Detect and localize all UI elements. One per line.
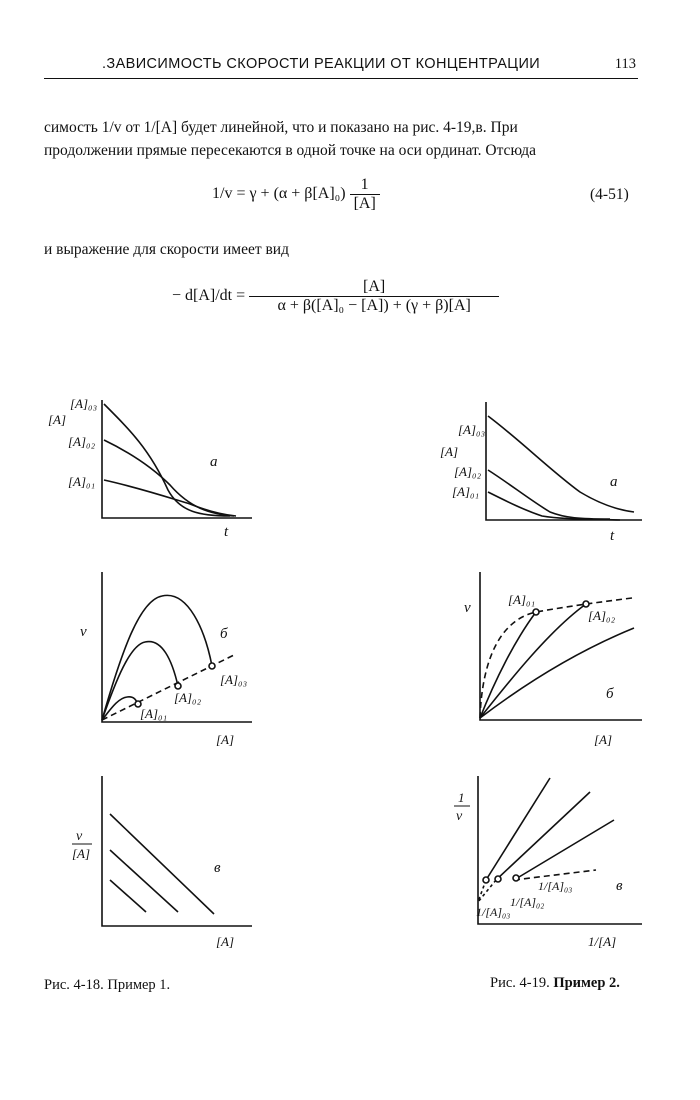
fig19c-panel-letter: в (616, 878, 623, 894)
fig19c-label-03b: 1/[A]₀₃ (476, 905, 511, 919)
fig19a-y-axis-label: [A] (440, 444, 459, 459)
equation-2-denominator: α + β([A]₀ − [A]) + (γ + β)[A] (249, 296, 499, 315)
equation-rate (172, 278, 499, 315)
fig18c-line-2 (110, 850, 178, 912)
fig18a-label-01: [A]₀₁ (68, 474, 96, 489)
fig19a-curve-01 (488, 492, 620, 520)
fig19c-x-axis-label: 1/[A] (588, 934, 617, 949)
equation-2-fraction (249, 278, 499, 315)
equation-2-numerator: [A] (363, 278, 386, 295)
fig18c-y-axis-den: [A] (72, 846, 91, 861)
fig19c-y-axis-den: v (456, 809, 463, 824)
fig19b-curve-3 (480, 628, 634, 718)
paragraph-1-line-1: симость 1/v от 1/[A] будет линейной, что и показано на рис. 4-19,в. При (44, 119, 518, 136)
fig19a-curve-02 (488, 470, 610, 519)
fig19c-point-3 (513, 875, 519, 881)
caption-4-18-text: Пример 1. (107, 977, 171, 993)
equation-2-lhs: − d[A]/dt = (172, 287, 246, 305)
paragraph-1-line-2: продолжении прямые пересекаются в одной точке на оси ординат. Отсюда (44, 142, 536, 159)
fig18b-panel-letter: б (220, 626, 228, 642)
fig19c-line-2 (496, 792, 590, 880)
equation-4-51 (212, 176, 380, 213)
paragraph-1 (44, 116, 640, 162)
caption-fig-4-19 (490, 975, 620, 992)
equation-1-denominator: [A] (350, 194, 380, 213)
fig19b-label-01: [A]₀₁ (508, 592, 536, 607)
fig19b-panel-letter: б (606, 686, 614, 702)
fig19c-point-1 (483, 877, 489, 883)
paragraph-2-line: и выражение для скорости имеет вид (44, 241, 289, 258)
fig18c-line-3 (110, 880, 146, 912)
fig18c-x-axis-label: [A] (216, 934, 235, 949)
fig18a-panel-letter: а (210, 454, 218, 470)
fig18a-label-02: [A]₀₂ (68, 434, 96, 449)
equation-1-lhs: 1/v = γ + (α + β[A]₀) (212, 185, 346, 203)
fig19c-y-axis-num: 1 (458, 790, 465, 805)
fig19c-label-03a: 1/[A]₀₃ (538, 879, 573, 893)
fig19a-label-03: [A]₀₃ (458, 422, 486, 437)
fig19b-x-axis-label: [A] (594, 732, 613, 747)
fig19b-y-axis-label: v (464, 600, 471, 616)
fig19a-label-02: [A]₀₂ (454, 464, 482, 479)
fig18b-label-03: [A]₀₃ (220, 672, 248, 687)
caption-fig-4-18 (44, 977, 170, 994)
header-title: .ЗАВИСИМОСТЬ СКОРОСТИ РЕАКЦИИ ОТ КОНЦЕНТРАЦИИ (102, 56, 541, 72)
fig18b-point-02 (175, 683, 181, 689)
fig19b-point-01 (533, 609, 539, 615)
fig18b-label-02: [A]₀₂ (174, 690, 202, 705)
fig18a-curve-02 (104, 440, 234, 516)
fig19c-label-02: 1/[A]₀₂ (510, 895, 545, 909)
fig19b-curve-2 (480, 604, 586, 718)
fig18b-x-axis-label: [A] (216, 732, 235, 747)
fig19a-curve-03 (488, 416, 634, 512)
figure-4-18 (30, 380, 280, 960)
equation-1-fraction (350, 176, 380, 213)
fig18a-y-axis-label: [A] (48, 412, 67, 427)
page-number: 113 (614, 56, 636, 72)
fig19b-label-02: [A]₀₂ (588, 608, 616, 623)
fig19a-x-axis-label: t (610, 528, 615, 544)
equation-number: (4-51) (590, 186, 629, 203)
fig19a-panel-letter: а (610, 474, 618, 490)
fig19c-axes (478, 776, 642, 924)
equation-1-numerator: 1 (360, 176, 369, 193)
caption-4-19-text: Пример 2. (553, 975, 620, 991)
fig18b-point-03 (209, 663, 215, 669)
paragraph-2 (44, 238, 640, 261)
fig18c-panel-letter: в (214, 860, 221, 876)
fig19b-point-02 (583, 601, 589, 607)
fig18c-axes (102, 776, 252, 926)
fig19a-label-01: [A]₀₁ (452, 484, 480, 499)
caption-4-19-prefix: Рис. 4-19. (490, 975, 550, 991)
fig18b-dashed-line (102, 654, 236, 720)
fig18a-label-03: [A]₀₃ (70, 396, 98, 411)
fig19b-axes (480, 572, 642, 720)
running-header (44, 54, 638, 79)
figure-4-19 (420, 380, 670, 960)
fig18b-y-axis-label: v (80, 624, 87, 640)
fig18c-y-axis-num: v (76, 829, 83, 844)
caption-4-18-prefix: Рис. 4-18. (44, 977, 104, 993)
fig19c-point-2 (495, 876, 501, 882)
fig18a-x-axis-label: t (224, 524, 229, 540)
fig18b-label-01: [A]₀₁ (140, 706, 168, 721)
